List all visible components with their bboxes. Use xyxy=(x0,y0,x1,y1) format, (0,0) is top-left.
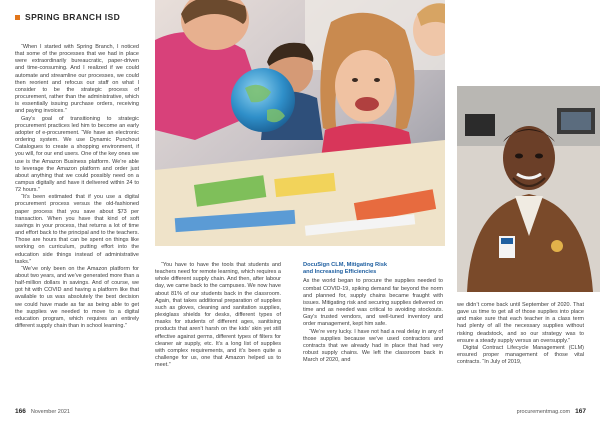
paragraph: “It’s been estimated that if you use a digital procurement process versus the old-fashioned paper process that you save about $73 per transaction. When you have that kind of soft savings in your process, that returns a lot of time and effort back to the principal and to the teachers. Those are hours that can be spent on things like working on curriculum, putting effort into the education side things instead of administrative tasks.” xyxy=(15,194,139,265)
footer-right xyxy=(517,408,586,415)
paragraph: Digital Contract Lifecycle Management (CLM) ensured proper management of those vital contracts. “In July of 2019, xyxy=(457,344,584,366)
photo-children-illustration xyxy=(155,0,445,246)
paragraph: we didn’t come back until September of 2020. That gave us time to get all of those supplies into place and make sure that each teacher in a class term had plenty of all the necessary supplies without risking deadstock, and so our strategy was to ensure a steady supply versus an oversupply.” xyxy=(457,302,584,344)
section-header xyxy=(15,12,120,22)
brand-marker-square xyxy=(15,15,20,20)
photo-man-illustration xyxy=(457,86,600,292)
section-title: SPRING BRANCH ISD xyxy=(25,12,121,22)
text-column-1 xyxy=(15,44,139,330)
paragraph: “You have to have the tools that students and teachers need for remote learning, which requires a whole different supply chain. And then, after labour day, we came back to the campuses. We now have about 81% of our students back in the classroom. Again, that takes additional preparation of supplies such as gloves, cleaning and sanitation supplies, plexiglass shields for desks, different types of masks for students of different ages, sanitising products that aren’t harsh on the kids’ skin yet still effective against germs, different types of filters for cleaner air supply, etc. It’s a long list of supplies with complex requirements, and it’s been quite a challenge for us, one that Amazon helped us to meet.” xyxy=(155,262,281,369)
heading-line-1: DocuSign CLM, Mitigating Risk xyxy=(303,262,388,268)
paragraph: “When I started with Spring Branch, I noticed that some of the processes that we had in place were extraordinarily bureaucratic, paper-driven and time-consuming. And I realized if we could automate and streamline our processes, we could then reorient and refocus our staff on what I consider to be the strategic process of procurement, rather than the administrative, which is essentially issuing purchase orders, receiving and paying invoices.” xyxy=(15,44,139,115)
text-column-4 xyxy=(457,302,584,366)
paragraph: Gay’s goal of transitioning to strategic procurement practices led him to become an early adopter of e-procurement. “We have an electronic ordering system. We use Dynamic Punchout Catalogues to create a shopping environment, if you will, for our end users. One of the key ones we use is the Amazon Business platform. We’re able to leverage the Amazon platform and order just about anything that we could possibly need on a campus digitally and have it delivered within 24 to 72 hours.” xyxy=(15,115,139,194)
section-heading xyxy=(303,262,443,276)
text-column-2 xyxy=(155,262,281,369)
issue-date: November 2021 xyxy=(30,409,70,415)
photo-children-classroom xyxy=(155,0,445,246)
text-column-3 xyxy=(303,262,443,364)
paragraph: “We’ve only been on the Amazon platform for about two years, and we’ve generated more than a half-million dollars in savings. And of course, we got hit with COVID and having a platform like that available to us was absolutely the best decision we could have made as far as being able to get the supplies we needed to move to a digital education program, which requires an entirely different supply chain than in school learning.” xyxy=(15,265,139,330)
photo-portrait-man xyxy=(457,86,600,292)
site-url: procurementmag.com xyxy=(516,409,571,415)
footer-left xyxy=(15,408,70,415)
page-number-right: 167 xyxy=(575,408,586,415)
paragraph: “We’re very lucky. I have not had a real delay in any of those supplies because we’ve used contractors and contracts that we already had in place that had very robust supply chains. We left the classroom back in March of 2020, and xyxy=(303,328,443,364)
page-number-left: 166 xyxy=(15,408,26,415)
heading-line-2: and Increasing Efficiencies xyxy=(303,269,377,276)
paragraph: As the world began to procure the supplies needed to combat COVID-19, spiking demand far beyond the norm and planned for, supply chains became fraught with issues. Mitigating risk and securing supplies delivered on time and as needed was critical to avoiding stockouts. Gay’s trusted vendors, and well-tuned inventory and order management, kept him safe. xyxy=(303,278,443,328)
